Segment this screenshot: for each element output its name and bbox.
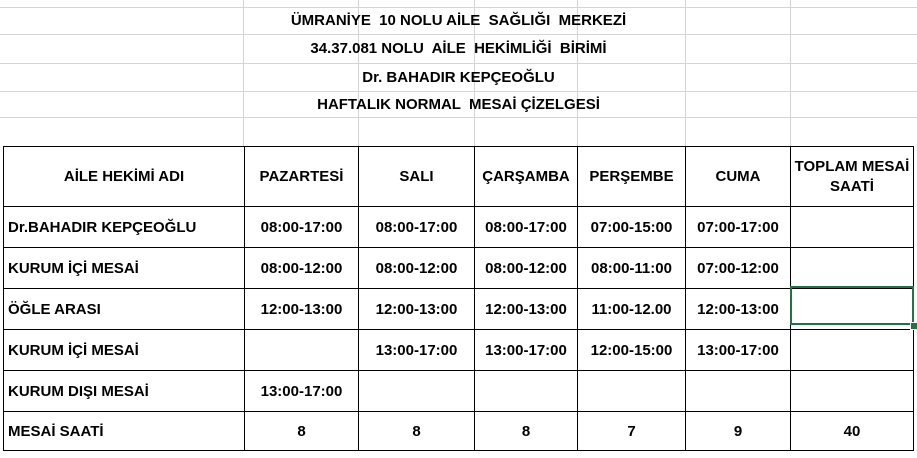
header-row xyxy=(4,147,914,207)
table-cell[interactable] xyxy=(791,207,914,248)
table-cell[interactable] xyxy=(359,371,475,412)
table-cell[interactable]: 13:00-17:00 xyxy=(475,330,578,371)
table-row-total xyxy=(4,412,914,451)
table-cell[interactable]: 40 xyxy=(791,412,914,451)
table-cell[interactable]: 07:00-15:00 xyxy=(578,207,686,248)
table-cell[interactable]: 08:00-11:00 xyxy=(578,248,686,289)
row-label-external-hours[interactable]: KURUM DIŞI MESAİ xyxy=(4,371,245,412)
table-cell[interactable]: 8 xyxy=(475,412,578,451)
row-label-internal-hours-afternoon[interactable]: KURUM İÇİ MESAİ xyxy=(4,330,245,371)
table-cell[interactable] xyxy=(791,371,914,412)
table-cell[interactable]: 12:00-13:00 xyxy=(245,289,359,330)
column-header-tuesday[interactable]: SALI xyxy=(359,147,475,207)
column-header-monday[interactable]: PAZARTESİ xyxy=(245,147,359,207)
table-cell[interactable]: 7 xyxy=(578,412,686,451)
table-row xyxy=(4,207,914,248)
table-cell[interactable]: 08:00-17:00 xyxy=(475,207,578,248)
row-label-lunch-break[interactable]: ÖĞLE ARASI xyxy=(4,289,245,330)
table-cell[interactable]: 08:00-12:00 xyxy=(359,248,475,289)
table-cell[interactable]: 07:00-17:00 xyxy=(686,207,791,248)
table-cell[interactable]: 13:00-17:00 xyxy=(686,330,791,371)
table-cell[interactable]: 08:00-12:00 xyxy=(475,248,578,289)
column-header-doctor[interactable]: AİLE HEKİMİ ADI xyxy=(4,147,245,207)
table-cell[interactable]: 08:00-17:00 xyxy=(359,207,475,248)
table-row xyxy=(4,330,914,371)
schedule-table xyxy=(3,146,914,451)
table-cell[interactable] xyxy=(475,371,578,412)
table-cell[interactable]: 08:00-12:00 xyxy=(245,248,359,289)
fill-handle[interactable] xyxy=(910,322,917,330)
table-cell[interactable] xyxy=(245,330,359,371)
unit-number-title: 34.37.081 NOLU AİLE HEKİMLİĞİ BİRİMİ xyxy=(310,40,607,57)
table-cell[interactable] xyxy=(686,371,791,412)
table-cell[interactable] xyxy=(578,371,686,412)
table-cell[interactable]: 12:00-15:00 xyxy=(578,330,686,371)
table-row xyxy=(4,289,914,330)
schedule-title: HAFTALIK NORMAL MESAİ ÇİZELGESİ xyxy=(317,96,600,113)
column-header-wednesday[interactable]: ÇARŞAMBA xyxy=(475,147,578,207)
table-cell[interactable]: 13:00-17:00 xyxy=(359,330,475,371)
doctor-name-title: Dr. BAHADIR KEPÇEOĞLU xyxy=(362,69,555,86)
clinic-name-title: ÜMRANİYE 10 NOLU AİLE SAĞLIĞI MERKEZİ xyxy=(290,12,627,29)
table-cell[interactable]: 12:00-13:00 xyxy=(475,289,578,330)
table-cell[interactable]: 07:00-12:00 xyxy=(686,248,791,289)
table-cell[interactable]: 11:00-12.00 xyxy=(578,289,686,330)
row-label-doctor[interactable]: Dr.BAHADIR KEPÇEOĞLU xyxy=(4,207,245,248)
row-label-internal-hours[interactable]: KURUM İÇİ MESAİ xyxy=(4,248,245,289)
table-cell[interactable]: 08:00-17:00 xyxy=(245,207,359,248)
table-cell[interactable]: 8 xyxy=(245,412,359,451)
table-cell[interactable]: 8 xyxy=(359,412,475,451)
column-header-total-hours[interactable]: TOPLAM MESAİ SAATİ xyxy=(791,147,914,207)
cell-selection-outline xyxy=(790,286,914,325)
table-row xyxy=(4,371,914,412)
column-header-friday[interactable]: CUMA xyxy=(686,147,791,207)
table-cell[interactable]: 9 xyxy=(686,412,791,451)
column-header-thursday[interactable]: PERŞEMBE xyxy=(578,147,686,207)
table-cell[interactable] xyxy=(791,330,914,371)
row-label-total-hours[interactable]: MESAİ SAATİ xyxy=(4,412,245,451)
table-cell[interactable] xyxy=(791,248,914,289)
table-cell[interactable]: 13:00-17:00 xyxy=(245,371,359,412)
table-row xyxy=(4,248,914,289)
table-cell[interactable]: 12:00-13:00 xyxy=(686,289,791,330)
table-cell[interactable]: 12:00-13:00 xyxy=(359,289,475,330)
